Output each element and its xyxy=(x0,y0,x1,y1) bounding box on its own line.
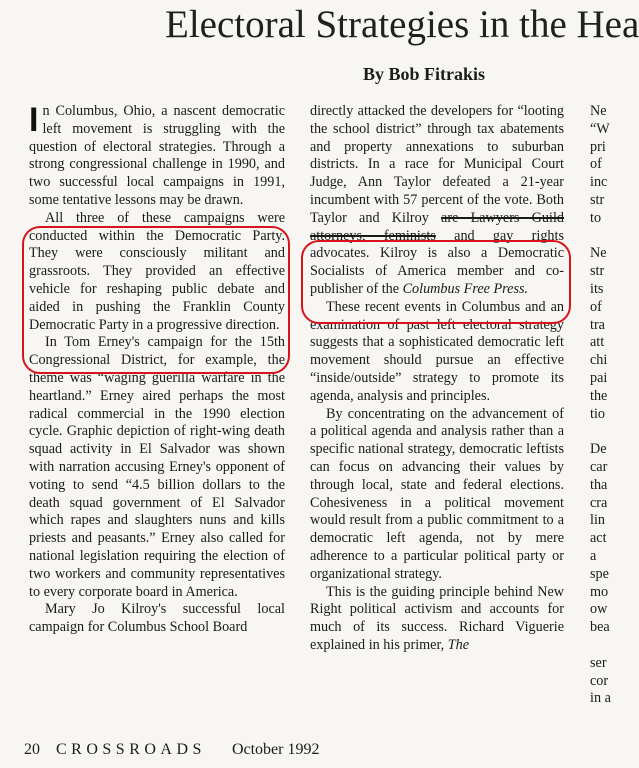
column-3-line: str xyxy=(590,191,605,208)
column-3-line: Ne xyxy=(590,245,607,262)
paragraph: In Tom Erney's campaign for the 15th Congressional District, for example, the theme was “waging guerilla warfare in the heartland.” Erney aired perhaps the most radical commercial in the 1990 election cycle. Graphic depiction of right-wing death squad activity in El Salvador was shown with narration accusing Erney's opponent of voting to send “4.5 billion dollars to the death squad government of El Salvador which rapes and slaughters nuns and kills priests and peasants.” Erney also called for national legislation requiring the election of two workers and community representatives to every corporate board in America. xyxy=(29,334,285,600)
book-title: The xyxy=(447,636,470,653)
column-3-line xyxy=(590,228,630,246)
column-3-line: De xyxy=(590,441,607,458)
column-3-line: tra xyxy=(590,316,605,333)
column-3-line: mo xyxy=(590,583,609,600)
column-3-line xyxy=(590,423,630,441)
column-3-line: act xyxy=(590,530,607,547)
paragraph: These recent events in Columbus and an examination of past left electoral strategy suggests that a sophisticated democratic left movement should pursue an effective “inside/outside” strategy to promote its agenda, analysis and principles. xyxy=(310,298,564,404)
column-3-line: Ne xyxy=(590,103,607,119)
page-number: 20 xyxy=(24,741,40,758)
struck-text: are Lawyers Guild attorneys, feminists xyxy=(310,209,564,244)
column-2 xyxy=(310,103,564,655)
column-3-line: “W xyxy=(590,120,610,137)
paragraph-text: and gay rights advocates. Kilroy is also a Democratic Socialists of America member and co-publisher of the xyxy=(310,227,564,297)
column-3-line: chi xyxy=(590,352,608,369)
column-3-line: to xyxy=(590,209,602,226)
column-3-cropped xyxy=(590,103,630,708)
column-3-line: pai xyxy=(590,369,608,386)
column-3-line: lin xyxy=(590,512,605,529)
column-3-line: bea xyxy=(590,619,610,636)
issue-date: October 1992 xyxy=(231,741,320,758)
column-3-line: tha xyxy=(590,476,608,493)
drop-cap: I xyxy=(29,101,39,139)
column-3-line: cra xyxy=(590,494,608,511)
column-3-line: pri xyxy=(590,138,606,155)
paragraph xyxy=(29,103,285,210)
paragraph-text: directly attacked the developers for “looting the school district” through tax abatements and property annexations to suburban districts. In a race for Municipal Court Judge, Ann Taylor defeated a 21-year incumbent with 57 percent of the vote. Both Taylor and Kilroy xyxy=(310,103,564,226)
column-3-line: tio xyxy=(590,405,605,422)
column-3-line: ser xyxy=(590,654,607,671)
column-3-line: inc xyxy=(590,174,608,191)
column-1 xyxy=(29,103,285,637)
column-3-line: str xyxy=(590,263,605,280)
paragraph: By concentrating on the advancement of a political agenda and analysis rather than a specific national strategy, democratic leftists can focus on advancing their values by through local, state and federal elections. Cohesiveness in a political movement would result from a public commitment to a democratic left agenda, not by mere adherence to a particular political party or organizational strategy. xyxy=(310,405,564,582)
publication-title: Columbus Free Press. xyxy=(402,280,529,297)
paragraph xyxy=(310,584,564,655)
column-3-line: a xyxy=(590,547,597,564)
column-3-line: ow xyxy=(590,601,608,618)
column-3-line: of xyxy=(590,156,602,173)
paragraph: Mary Jo Kilroy's successful local campaign for Columbus School Board xyxy=(29,601,285,636)
article-headline: Electoral Strategies in the Hea xyxy=(165,3,639,46)
column-3-line: att xyxy=(590,334,605,351)
column-3-line xyxy=(590,637,630,655)
paragraph-text: This is the guiding principle behind New Right political activism and accounts for much of its success. Richard Viguerie explained in his primer, xyxy=(310,583,564,653)
column-3-line: car xyxy=(590,458,608,475)
paragraph xyxy=(310,103,564,299)
paragraph-text: n Columbus, Ohio, a nascent democratic left movement is struggling with the question of electoral strategies. Through a strong congressional challenge in 1990, and two successful local campaigns in 1991, some tentative lessons may be drawn. xyxy=(29,103,285,208)
paragraph-highlighted: All three of these campaigns were conducted within the Democratic Party. They were consciously militant and grassroots. They provided an effective vehicle for reshaping public debate and aided in pushing the Franklin County Democratic Party in a progressive direction. xyxy=(29,209,285,333)
magazine-name: CROSSROADS xyxy=(56,741,206,758)
article-byline: By Bob Fitrakis xyxy=(363,64,486,84)
column-3-line: the xyxy=(590,387,608,404)
column-3-line: its xyxy=(590,280,604,297)
column-3-line: spe xyxy=(590,565,609,582)
column-3-line: of xyxy=(590,298,602,315)
page-footer xyxy=(24,740,319,760)
column-3-line: in a xyxy=(590,690,611,707)
column-3-line: cor xyxy=(590,672,609,689)
